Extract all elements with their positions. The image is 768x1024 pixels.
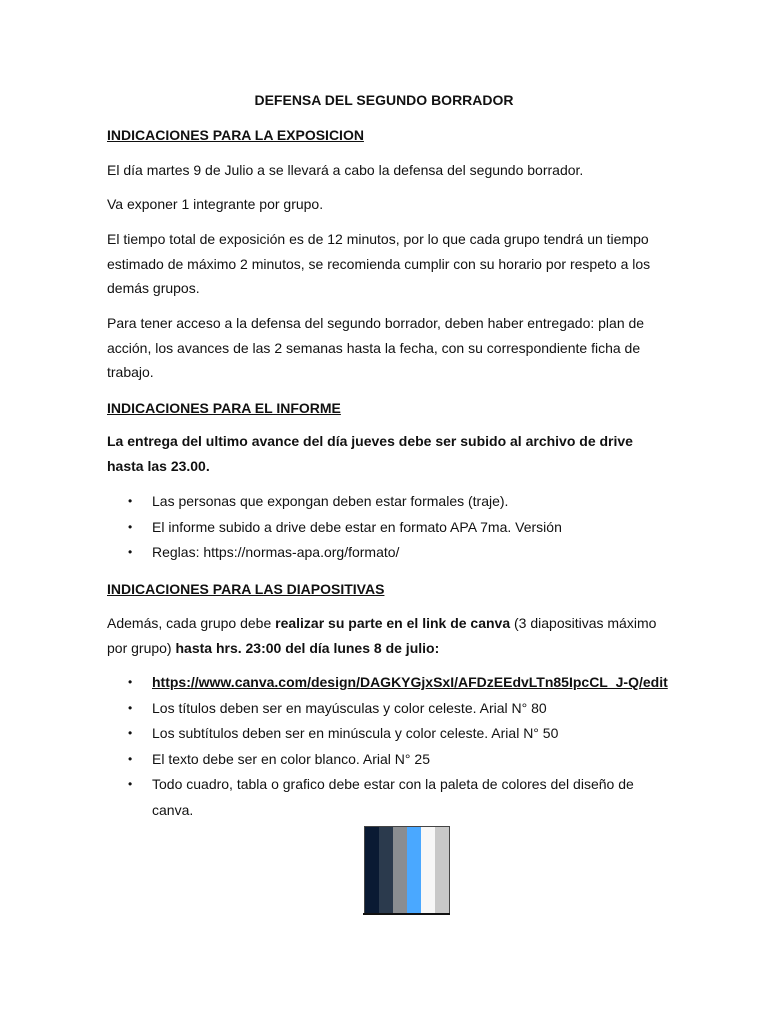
list-item: • Los subtítulos deben ser en minúscula y color celeste. Arial N° 50 bbox=[107, 721, 677, 747]
paragraph-tiempo: El tiempo total de exposición es de 12 minutos, por lo que cada grupo tendrá un tiempo estimado de máximo 2 minutos, se recomienda cumplir con su horario por respeto a los demás grupos. bbox=[107, 231, 651, 296]
paragraph-fecha: El día martes 9 de Julio a se llevará a cabo la defensa del segundo borrador. bbox=[107, 162, 584, 178]
list-item bbox=[107, 670, 677, 696]
bullet-icon: • bbox=[128, 726, 133, 740]
bullet-icon: • bbox=[128, 777, 133, 791]
list-item: • Todo cuadro, tabla o grafico debe estar con la paleta de colores del diseño de canva. bbox=[107, 772, 642, 823]
color-palette-image bbox=[364, 826, 450, 914]
list-item: • El informe subido a drive debe estar en formato APA 7ma. Versión bbox=[107, 515, 677, 541]
bullet-icon: • bbox=[128, 545, 133, 559]
paragraph-entrega: La entrega del ultimo avance del día jueves debe ser subido al archivo de drive hasta las 23.00. bbox=[107, 433, 633, 474]
list-item: • Reglas: https://normas-apa.org/formato/ bbox=[107, 540, 677, 566]
palette-swatch bbox=[365, 827, 379, 913]
palette-swatch bbox=[379, 827, 393, 913]
bullet-icon: • bbox=[128, 675, 133, 689]
canva-link[interactable]: https://www.canva.com/design/DAGKYGjxSxI/AFDzEEdvLTn85IpcCL_J-Q/edit bbox=[152, 674, 668, 690]
list-item: • Las personas que expongan deben estar formales (traje). bbox=[107, 489, 677, 515]
list-informe bbox=[107, 489, 677, 566]
paragraph-canva: Además, cada grupo debe realizar su parte en el link de canva (3 diapositivas máximo por grupo) hasta hrs. 23:00 del día lunes 8 de julio: bbox=[107, 615, 657, 656]
palette-underline bbox=[363, 913, 450, 915]
palette-swatch bbox=[393, 827, 407, 913]
bullet-icon: • bbox=[128, 494, 133, 508]
palette-swatch bbox=[421, 827, 435, 913]
heading-exposicion: INDICACIONES PARA LA EXPOSICION bbox=[107, 127, 364, 143]
palette-swatch bbox=[407, 827, 421, 913]
bullet-icon: • bbox=[128, 700, 133, 715]
bullet-icon: • bbox=[128, 519, 133, 534]
list-item: • El texto debe ser en color blanco. Arial N° 25 bbox=[107, 747, 677, 773]
list-item: • Los títulos deben ser en mayúsculas y color celeste. Arial N° 80 bbox=[107, 696, 677, 722]
heading-diapositivas: INDICACIONES PARA LAS DIAPOSITIVAS bbox=[107, 581, 385, 597]
list-diapositivas bbox=[107, 670, 677, 823]
paragraph-integrante: Va exponer 1 integrante por grupo. bbox=[107, 196, 324, 212]
paragraph-acceso: Para tener acceso a la defensa del segundo borrador, deben haber entregado: plan de acción, los avances de las 2 semanas hasta la fecha, con su correspondiente ficha de trabajo. bbox=[107, 315, 645, 380]
heading-informe: INDICACIONES PARA EL INFORME bbox=[107, 400, 341, 416]
palette-swatch bbox=[435, 827, 449, 913]
bullet-icon: • bbox=[128, 751, 133, 766]
document-title: DEFENSA DEL SEGUNDO BORRADOR bbox=[254, 92, 514, 108]
